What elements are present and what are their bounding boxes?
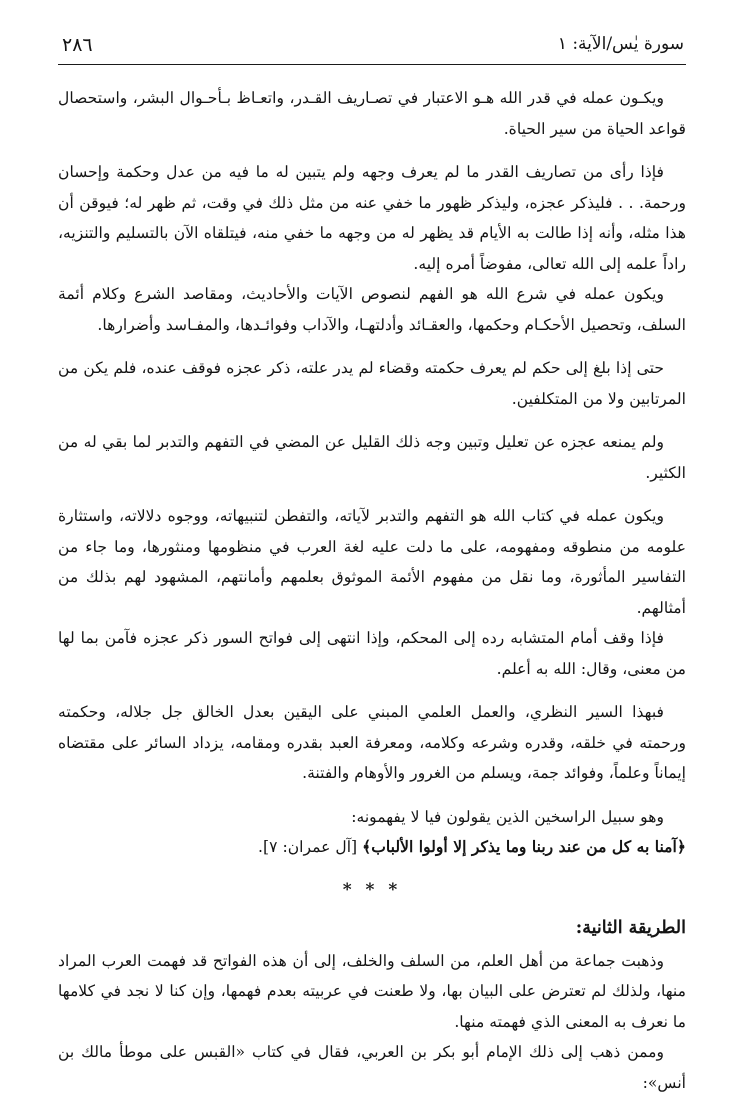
quran-verse-line (58, 832, 686, 863)
verse-reference: [آل عمران: ٧]. (258, 838, 358, 856)
paragraph: وممن ذهب إلى ذلك الإمام أبو بكر بن العربي، فقال في كتاب «القبس على موطأ مالك بن أنس»: (58, 1043, 686, 1092)
paragraph: فإذا رأى من تصاريف القدر ما لم يعرف وجهه ولم يتبين له ما فيه من عدل وحكمة وإحسان ورحمة. . . فليذكر عجزه، وليذكر ظهور ما خفي عنه من مثل ذلك في وقت، ثم ظهر له؛ فيوقن أن هذا مثله، وأنه إذا طالت به الأيام قد يظهر له من وجهه ما خفي منه، فيتلقاه الآن بالتسليم والتنزيه، راداً علمه إلى الله تعالى، مفوضاً أمره إليه. (58, 163, 686, 273)
paragraph: وذهبت جماعة من أهل العلم، من السلف والخلف، إلى أن هذه الفواتح قد فهمت العرب المراد منها، ولذلك لم تعترض على البيان بها، ولا طعنت في عربيته بعدم فهمها، وإن كنا لا نجد في كلامها ما نعرف به المعنى الذي فهمته منها. (58, 951, 686, 1031)
paragraph: ويكـون عمله في قدر الله هـو الاعتبار في تصـاريف القـدر، واتعـاظ بـأحـوال البشر، واستحصال قواعد الحياة من سير الحياة. (58, 89, 686, 138)
document-page (58, 30, 686, 1092)
section-heading: الطريقة الثانية: (575, 918, 686, 938)
quote-intro: وهو سبيل الراسخين الذين يقولون فيا لا يفهمونه: (351, 807, 664, 826)
page-number: ٢٨٦ (62, 34, 93, 56)
quran-verse: ﴿آمنا به كل من عند ربنا وما يذكر إلا أولوا الألباب﴾ (362, 837, 686, 856)
paragraph: فإذا وقف أمام المتشابه رده إلى المحكم، وإذا انتهى إلى فواتح السور ذكر عجزه فآمن بما لها من معنى، وقال: الله به أعلم. (58, 629, 686, 678)
paragraph: ويكون عمله في كتاب الله هو التفهم والتدبر لآياته، والتفطن لتنبيهاته، ووجوه دلالاته، واستثارة علومه من منطوقه ومفهومه، على ما دلت عليه لغة العرب في منظومها ومنثورها، وما جاء من التفاسير المأثورة، وما نقل من مفهوم الأئمة الموثوق بعلمهم وأمانتهم، المشهود لهم بذلك من أمثالهم. (58, 507, 686, 617)
surah-title: سورة يٰس/الآية: ١ (557, 34, 684, 54)
paragraph: ولم يمنعه عجزه عن تعليل وتبين وجه ذلك القليل عن المضي في التفهم والتدبر لما بقي له من الكثير. (58, 433, 686, 482)
page-header (58, 30, 686, 65)
paragraph: ويكون عمله في شرع الله هو الفهم لنصوص الآيات والأحاديث، ومقاصد الشرع وكلام أئمة السلف، وتحصيل الأحكـام وحكمها، والعقـائد وأدلتهـا، والآداب وفوائـدها، والمفـاسد وأضرارها. (58, 285, 686, 334)
paragraph: فبهذا السير النظري، والعمل العلمي المبني على اليقين بعدل الخالق جل جلاله، وحكمته ورحمته في خلقه، وقدره وشرعه وكلامه، ومعرفة العبد بقدره ومقامه، يزداد السائر على مقتضاه إيماناً وعلماً، وفوائد جمة، ويسلم من الغرور والأوهام والفتنة. (58, 703, 686, 782)
section-separator: * * * (342, 879, 402, 900)
paragraph: حتى إذا بلغ إلى حكم لم يعرف حكمته وقضاء لم يدر علته، ذكر عجزه فوقف عنده، فلم يكن من المرتابين ولا من المتكلفين. (58, 359, 686, 408)
page-body (58, 65, 686, 1098)
